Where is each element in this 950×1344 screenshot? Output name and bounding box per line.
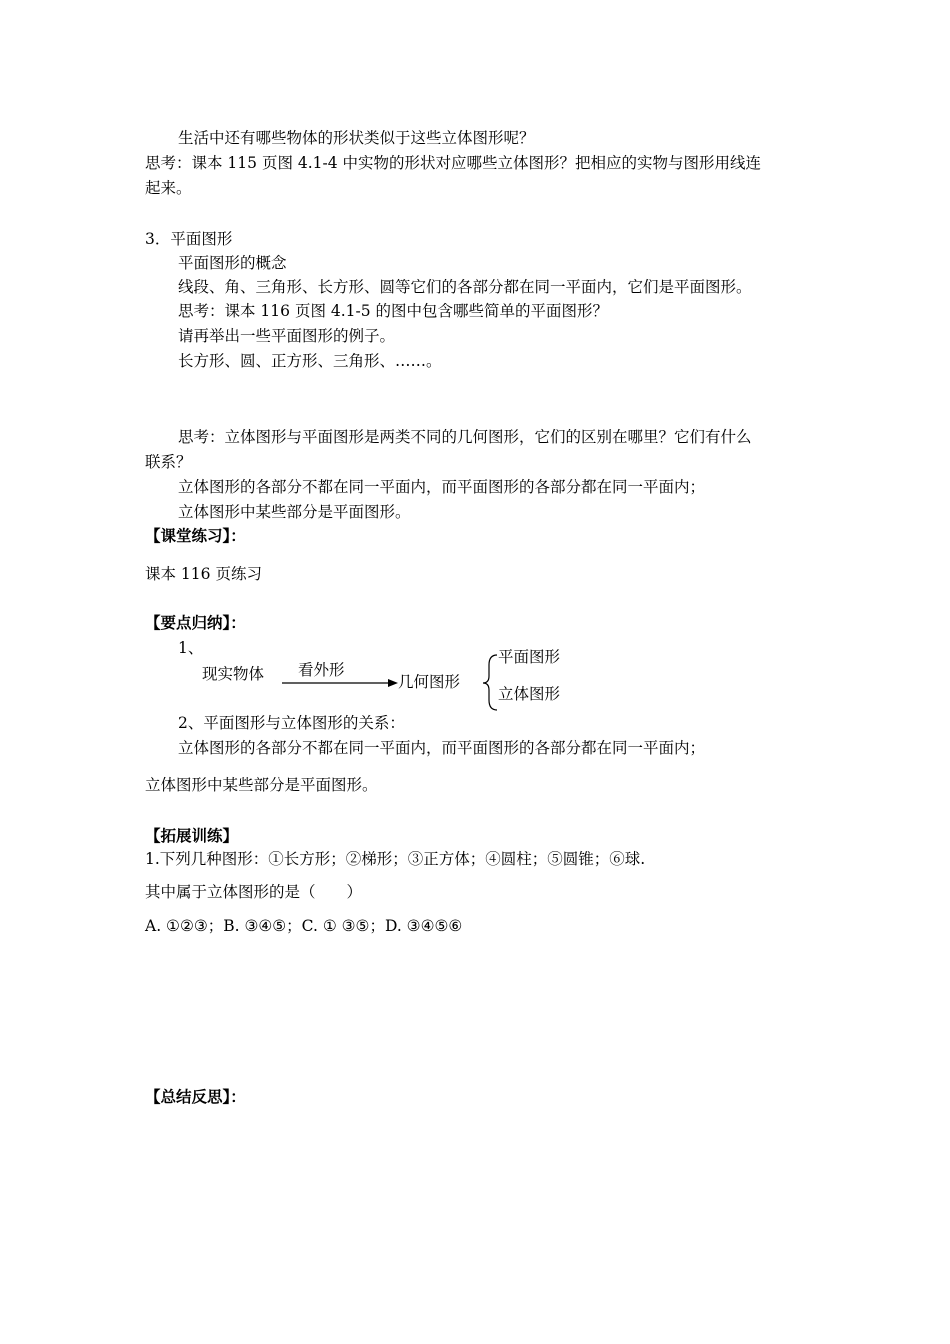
section3-heading: 3．平面图形 (145, 230, 233, 248)
intro-think-line1: 思考：课本 115 页图 4.1-4 中实物的形状对应哪些立体图形？把相应的实物与图形用线连 (145, 154, 762, 172)
section3-examples: 长方形、圆、正方形、三角形、……。 (178, 352, 442, 370)
classroom-heading: 【课堂练习】： (145, 526, 246, 545)
extension-heading: 【拓展训练】 (145, 826, 239, 845)
extension-q1-options: A. ①②③；B. ③④⑤；C. ① ③⑤；D. ③④⑤⑥ (145, 917, 463, 935)
classroom-text: 课本 116 页练习 (145, 565, 262, 583)
intro-question: 生活中还有哪些物体的形状类似于这些立体图形呢？ (178, 129, 535, 147)
summary-item2-text1: 立体图形的各部分不都在同一平面内，而平面图形的各部分都在同一平面内； (178, 739, 706, 757)
compare-think-line2: 联系？ (145, 453, 192, 471)
compare-answer2: 立体图形中某些部分是平面图形。 (178, 503, 411, 521)
section3-think: 思考：课本 116 页图 4.1-5 的图中包含哪些简单的平面图形？ (178, 302, 609, 320)
intro-think-line2: 起来。 (145, 179, 192, 197)
diagram-target-label: 几何图形 (398, 673, 461, 691)
summary-heading: 【要点归纳】： (145, 613, 246, 632)
reflection-heading: 【总结反思】： (145, 1087, 246, 1106)
section3-ask: 请再举出一些平面图形的例子。 (178, 327, 396, 345)
diagram-arrow-head (388, 679, 398, 687)
extension-q1-ask: 其中属于立体图形的是（ ） (145, 883, 363, 901)
diagram-brace (483, 655, 497, 710)
diagram-branch-top-label: 平面图形 (498, 648, 561, 666)
compare-think-line1: 思考：立体图形与平面图形是两类不同的几何图形，它们的区别在哪里？它们有什么 (178, 428, 752, 446)
compare-answer1: 立体图形的各部分不都在同一平面内，而平面图形的各部分都在同一平面内； (178, 478, 706, 496)
summary-item2-text2: 立体图形中某些部分是平面图形。 (145, 776, 378, 794)
extension-q1: 1.下列几种图形：①长方形；②梯形；③正方体；④圆柱；⑤圆锥；⑥球. (145, 850, 646, 868)
diagram-branch-bottom-label: 立体图形 (498, 685, 561, 703)
section3-concept-title: 平面图形的概念 (178, 254, 287, 272)
section3-concept-text: 线段、角、三角形、长方形、圆等它们的各部分都在同一平面内，它们是平面图形。 (178, 278, 752, 296)
diagram-arrow-label: 看外形 (298, 661, 345, 679)
diagram-source-label: 现实物体 (202, 665, 265, 683)
summary-item2: 2、平面图形与立体图形的关系： (178, 714, 405, 732)
summary-item1-number: 1、 (178, 639, 204, 657)
